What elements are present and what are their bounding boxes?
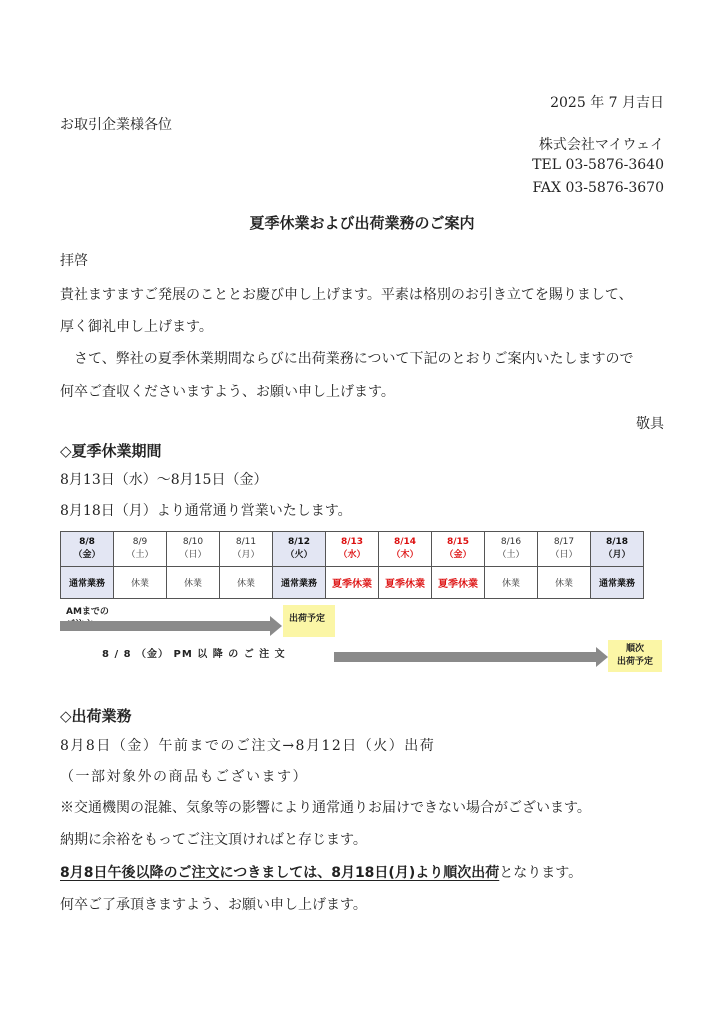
greeting-para1-line1: 貴社ますますご発展のこととお慶び申し上げます。平素は格別のお引き立てを賜りまして、	[60, 287, 633, 303]
sequential-ship-box: 順次 出荷予定	[608, 640, 662, 672]
shipping-line5-emphasis: 8月8日午後以降のご注文につきましては、8月18日(月)より順次出荷	[60, 865, 500, 881]
greeting-opening: 拝啓	[60, 253, 88, 269]
calendar-date-cell: 8/12 （火）	[273, 532, 326, 567]
calendar-status-cell: 夏季休業	[432, 567, 485, 599]
calendar-status-cell: 夏季休業	[379, 567, 432, 599]
calendar-date-cell: 8/15 （金）	[432, 532, 485, 567]
shipping-line5-rest: となります。	[499, 865, 583, 881]
holiday-calendar	[60, 531, 644, 599]
calendar-status-cell: 通常業務	[591, 567, 644, 599]
holiday-heading: ◇夏季休業期間	[60, 442, 162, 460]
shipping-line6: 何卒ご了承頂きますよう、お願い申し上げます。	[60, 897, 367, 913]
shipping-line1: 8月8日（金）午前までのご注文→8月12日（火）出荷	[60, 738, 436, 754]
calendar-date-cell: 8/18 （月）	[591, 532, 644, 567]
shipping-heading: ◇出荷業務	[60, 707, 132, 725]
calendar-status-cell: 休業	[114, 567, 167, 599]
calendar-date-cell: 8/13 （水）	[326, 532, 379, 567]
calendar-date-cell: 8/14 （木）	[379, 532, 432, 567]
greeting-closing: 敬具	[636, 416, 664, 432]
pm-order-label: 8 / 8 （金） PM 以 降 の ご 注 文	[102, 649, 286, 660]
calendar-status-cell: 夏季休業	[326, 567, 379, 599]
company-fax: FAX 03-5876-3670	[532, 180, 664, 196]
calendar-status-cell: 通常業務	[273, 567, 326, 599]
calendar-date-cell: 8/8 （金）	[61, 532, 114, 567]
company-tel: TEL 03-5876-3640	[532, 157, 664, 173]
greeting-para2-line1: さて、弊社の夏季休業期間ならびに出荷業務について下記のとおりご案内いたしますので	[74, 351, 634, 367]
calendar-status-cell: 休業	[485, 567, 538, 599]
company-name: 株式会社マイウェイ	[538, 137, 664, 153]
issue-date: 2025 年 7 月吉日	[550, 95, 664, 111]
holiday-period: 8月13日（水）～8月15日（金）	[60, 472, 268, 488]
shipping-line5	[60, 862, 582, 882]
calendar-status-cell: 休業	[538, 567, 591, 599]
am-order-arrow	[60, 621, 270, 631]
page-title: 夏季休業および出荷業務のご案内	[249, 214, 475, 232]
calendar-date-cell: 8/11 （月）	[220, 532, 273, 567]
calendar-date-cell: 8/9 （土）	[114, 532, 167, 567]
shipping-line4: 納期に余裕をもってご注文頂ければと存じます。	[60, 832, 367, 848]
greeting-para1-line2: 厚く御礼申し上げます。	[60, 319, 213, 335]
greeting-para2-line2: 何卒ご査収くださいますよう、お願い申し上げます。	[60, 384, 395, 400]
calendar-status-cell: 休業	[220, 567, 273, 599]
calendar-status-cell: 通常業務	[61, 567, 114, 599]
holiday-resume: 8月18日（月）より通常通り営業いたします。	[60, 503, 352, 519]
shipping-line2: （一部対象外の商品もございます）	[60, 769, 308, 785]
calendar-date-cell: 8/10 （日）	[167, 532, 220, 567]
pm-order-arrow	[334, 652, 596, 662]
addressee: お取引企業様各位	[60, 117, 172, 133]
calendar-date-cell: 8/16 （土）	[485, 532, 538, 567]
calendar-status-cell: 休業	[167, 567, 220, 599]
am-order-label: AMまでの	[66, 607, 109, 617]
shipping-line3: ※交通機関の混雑、気象等の影響により通常通りお届けできない場合がございます。	[60, 800, 591, 816]
ship-planned-box: 出荷予定	[283, 605, 335, 637]
calendar-date-cell: 8/17 （日）	[538, 532, 591, 567]
